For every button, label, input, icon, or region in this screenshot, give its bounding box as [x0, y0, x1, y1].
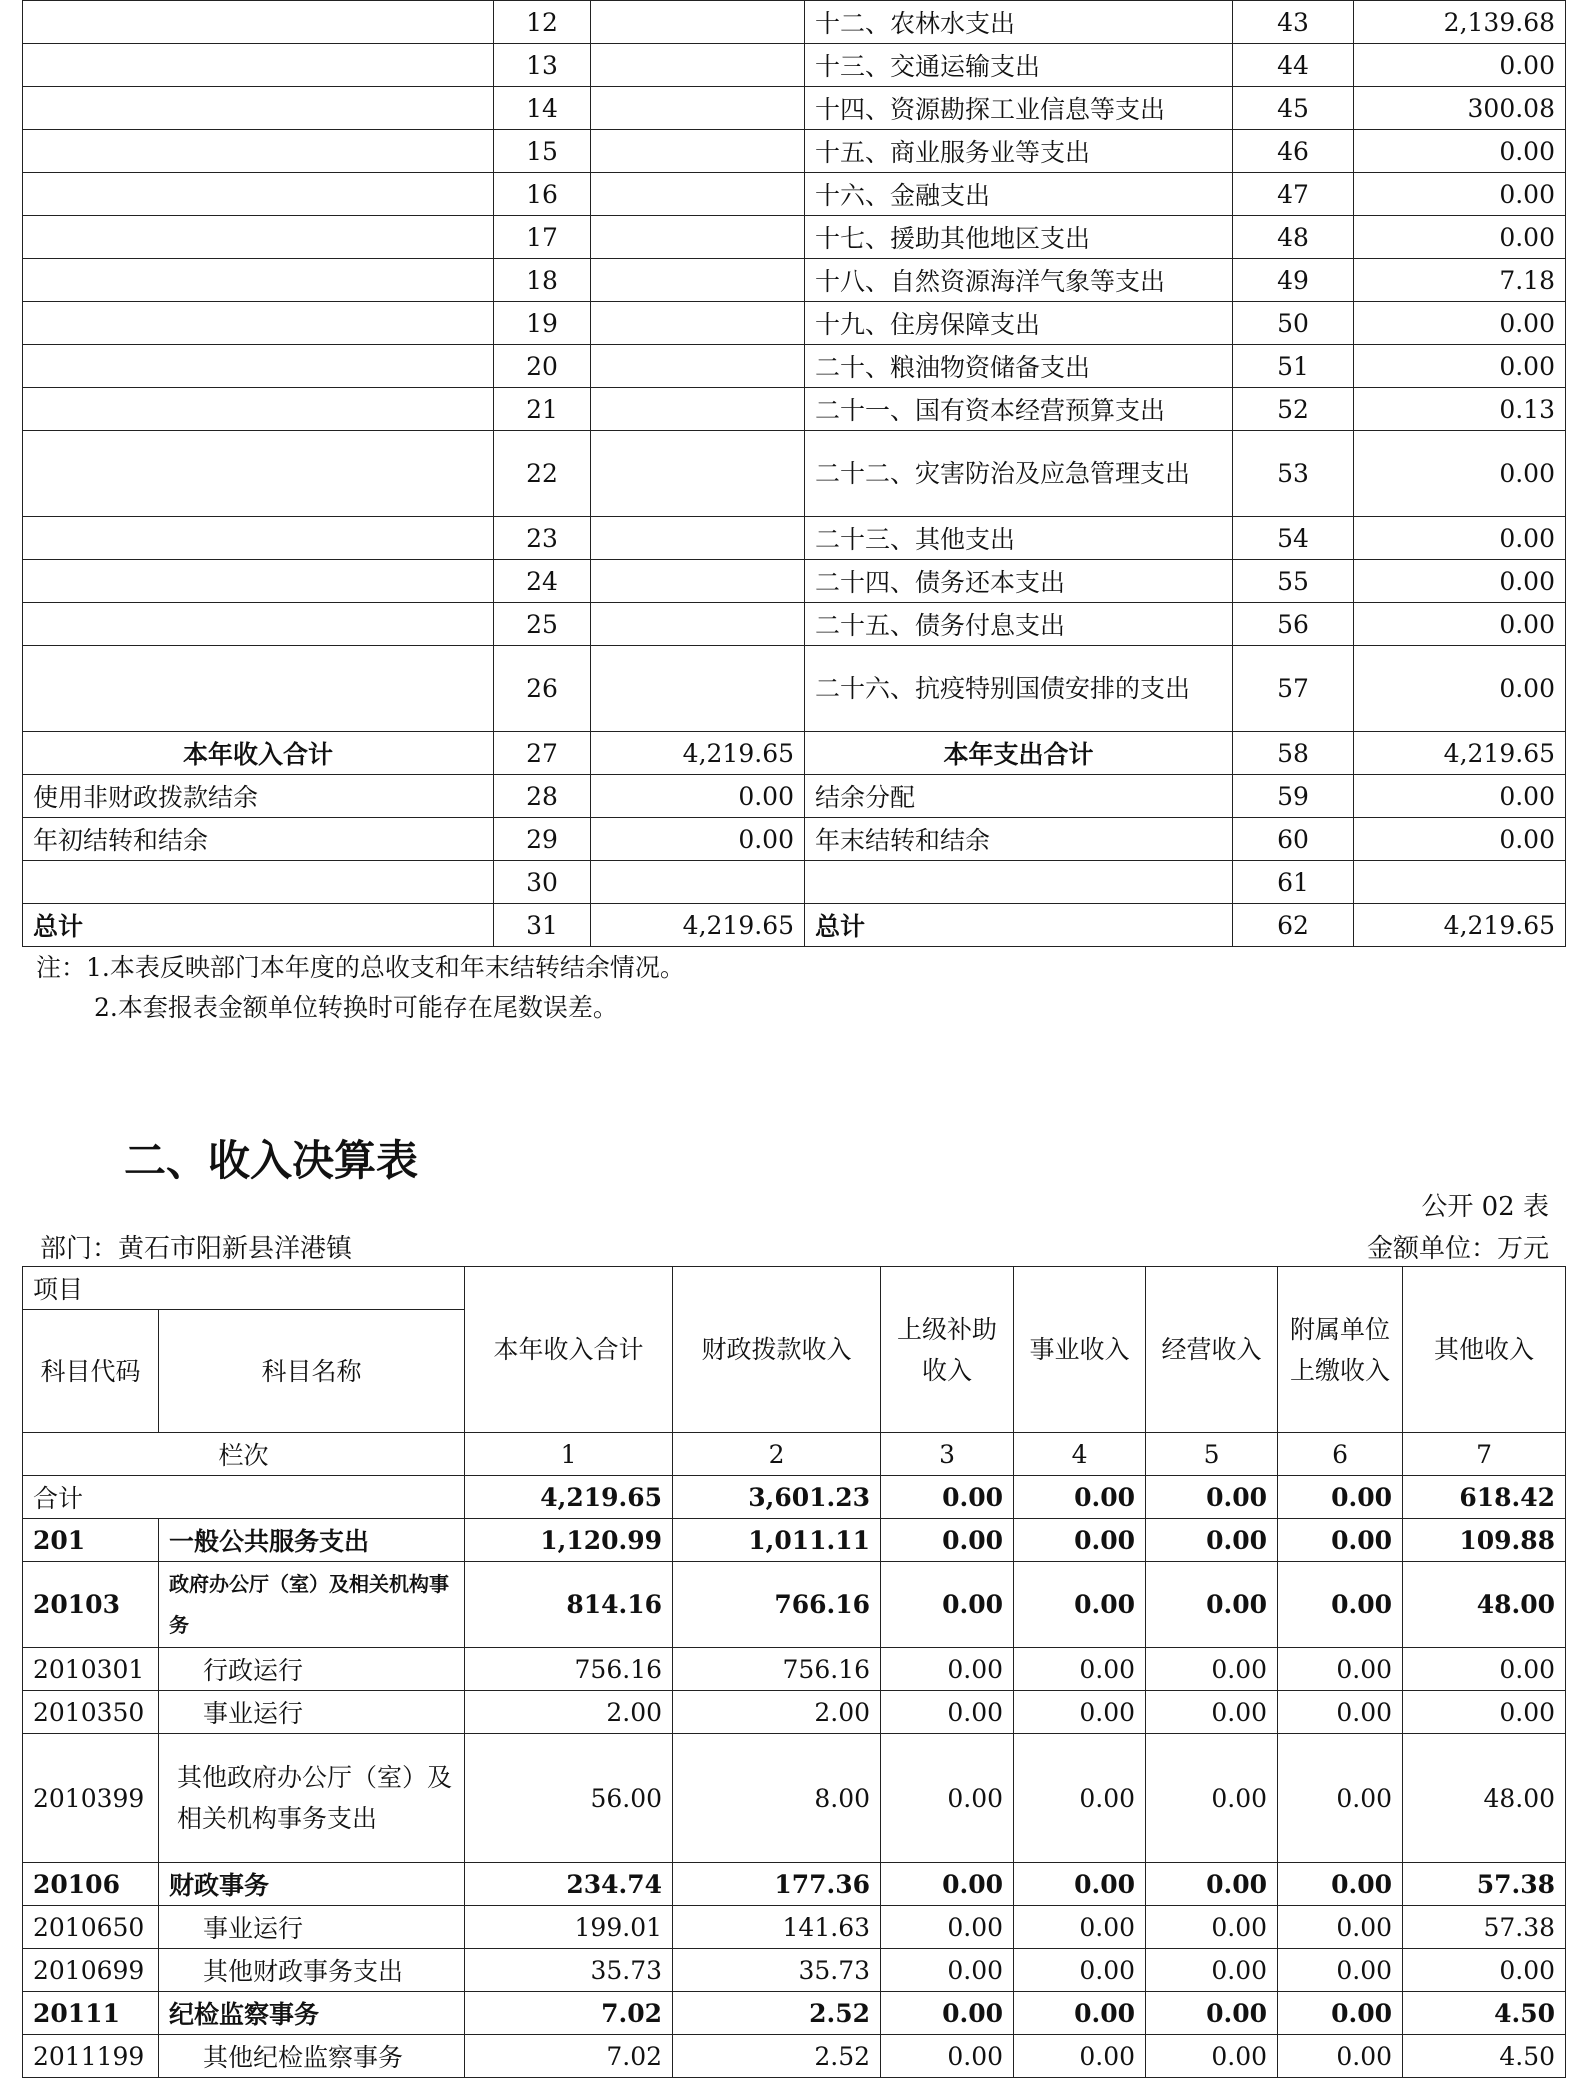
expense-item: 十三、交通运输支出: [805, 44, 1233, 87]
cell-value: 0.00: [1146, 1691, 1278, 1734]
column-number: 47: [1233, 173, 1354, 216]
cell-value: 0.00: [1146, 1906, 1278, 1949]
expense-item: 二十二、灾害防治及应急管理支出: [805, 431, 1233, 517]
cell-value: 756.16: [673, 1648, 881, 1691]
expense-total-amount: 4,219.65: [1354, 732, 1566, 775]
cell-value: 4,219.65: [465, 1476, 673, 1519]
header-operating: 经营收入: [1146, 1267, 1278, 1433]
expense-amount: 0.00: [1354, 818, 1566, 861]
subject-code: 2010650: [23, 1906, 159, 1949]
expense-item: 二十一、国有资本经营预算支出: [805, 388, 1233, 431]
cell-value: 2.52: [673, 1992, 881, 2035]
column-number: 48: [1233, 216, 1354, 259]
column-number: 43: [1233, 1, 1354, 44]
expense-amount: 0.00: [1354, 775, 1566, 818]
expense-item: 二十六、抗疫特别国债安排的支出: [805, 646, 1233, 732]
grand-total-row: [23, 904, 1566, 947]
header-fiscal: 财政拨款收入: [673, 1267, 881, 1433]
header-name: 科目名称: [159, 1310, 465, 1433]
column-number: 46: [1233, 130, 1354, 173]
header-superior: 上级补助收入: [881, 1267, 1014, 1433]
expense-item: 十九、住房保障支出: [805, 302, 1233, 345]
expense-amount: 0.00: [1354, 345, 1566, 388]
cell-value: 0.00: [1014, 1906, 1146, 1949]
income-amount: 0.00: [591, 775, 805, 818]
cell-value: 0.00: [1278, 1519, 1403, 1562]
column-number: 62: [1233, 904, 1354, 947]
expense-item: 十八、自然资源海洋气象等支出: [805, 259, 1233, 302]
expense-item: 二十四、债务还本支出: [805, 560, 1233, 603]
expense-item: 十七、援助其他地区支出: [805, 216, 1233, 259]
table-row: [23, 302, 1566, 345]
cell-value: 177.36: [673, 1863, 881, 1906]
table-row: [23, 1691, 1566, 1734]
column-number: 56: [1233, 603, 1354, 646]
subject-code: 20106: [23, 1863, 159, 1906]
cell-value: 0.00: [1278, 1906, 1403, 1949]
table-row: [23, 1, 1566, 44]
subject-name: 纪检监察事务: [159, 1992, 465, 2035]
cell-value: 0.00: [1278, 1691, 1403, 1734]
expense-amount: 0.00: [1354, 130, 1566, 173]
cell-value: 814.16: [465, 1562, 673, 1648]
cell-value: 0.00: [1278, 1734, 1403, 1863]
table-row: [23, 1648, 1566, 1691]
expense-amount: 0.00: [1354, 560, 1566, 603]
expense-amount: 0.00: [1354, 216, 1566, 259]
cell-value: 0.00: [1278, 1863, 1403, 1906]
total-label: 合计: [23, 1476, 465, 1519]
table-row: [23, 1949, 1566, 1992]
cell-value: 0.00: [1146, 1519, 1278, 1562]
row-number: 27: [494, 732, 591, 775]
table-row: [23, 388, 1566, 431]
table-row: [23, 1906, 1566, 1949]
subject-code: 2010399: [23, 1734, 159, 1863]
expense-amount: 0.00: [1354, 431, 1566, 517]
cell-value: 0.00: [1014, 1992, 1146, 2035]
subject-name: 事业运行: [159, 1906, 465, 1949]
column-label: 栏次: [23, 1433, 465, 1476]
column-number: 44: [1233, 44, 1354, 87]
row-number: 21: [494, 388, 591, 431]
header-total: 本年收入合计: [465, 1267, 673, 1433]
cell-value: 0.00: [1014, 1476, 1146, 1519]
cell-value: 0.00: [1146, 1562, 1278, 1648]
column-number: 53: [1233, 431, 1354, 517]
cell-value: 0.00: [1403, 1648, 1566, 1691]
header-other: 其他收入: [1403, 1267, 1566, 1433]
expense-item: 十五、商业服务业等支出: [805, 130, 1233, 173]
cell-value: 0.00: [1014, 2035, 1146, 2078]
cell-value: 0.00: [1403, 1691, 1566, 1734]
cell-value: 0.00: [1278, 1949, 1403, 1992]
department-label: 部门：黄石市阳新县洋港镇: [40, 1234, 353, 1264]
cell-value: 141.63: [673, 1906, 881, 1949]
row-number: 28: [494, 775, 591, 818]
column-number: 57: [1233, 646, 1354, 732]
cell-value: 48.00: [1403, 1562, 1566, 1648]
income-amount: 0.00: [591, 818, 805, 861]
column-number: 58: [1233, 732, 1354, 775]
row-number: 26: [494, 646, 591, 732]
income-total-amount: 4,219.65: [591, 732, 805, 775]
expense-amount: 7.18: [1354, 259, 1566, 302]
subject-name: 一般公共服务支出: [159, 1519, 465, 1562]
cell-value: 0.00: [1014, 1648, 1146, 1691]
cell-value: 0.00: [881, 2035, 1014, 2078]
expense-amount: 0.00: [1354, 173, 1566, 216]
form-number: 公开 02 表: [1421, 1192, 1549, 1222]
cell-value: 0.00: [1146, 1734, 1278, 1863]
column-number: 6: [1278, 1433, 1403, 1476]
subject-code: 201: [23, 1519, 159, 1562]
subject-code: 20103: [23, 1562, 159, 1648]
income-total-row: [23, 732, 1566, 775]
expense-amount: 0.00: [1354, 517, 1566, 560]
expense-total-label: 本年支出合计: [805, 732, 1233, 775]
cell-value: 4.50: [1403, 1992, 1566, 2035]
cell-value: 35.73: [673, 1949, 881, 1992]
cell-value: 48.00: [1403, 1734, 1566, 1863]
subject-name: 政府办公厅（室）及相关机构事务: [159, 1562, 465, 1648]
column-number: 1: [465, 1433, 673, 1476]
cell-value: 1,120.99: [465, 1519, 673, 1562]
column-number: 59: [1233, 775, 1354, 818]
column-number: 7: [1403, 1433, 1566, 1476]
subject-name: 其他政府办公厅（室）及相关机构事务支出: [159, 1734, 465, 1863]
column-number: 4: [1014, 1433, 1146, 1476]
cell-value: 57.38: [1403, 1906, 1566, 1949]
column-number: 54: [1233, 517, 1354, 560]
cell-value: 0.00: [881, 1519, 1014, 1562]
table-row: [23, 818, 1566, 861]
expense-amount: 0.00: [1354, 302, 1566, 345]
project-header: 项目: [23, 1267, 465, 1310]
cell-value: 0.00: [1146, 1992, 1278, 2035]
subject-code: 2010699: [23, 1949, 159, 1992]
cell-value: 0.00: [1146, 1949, 1278, 1992]
table-row: [23, 775, 1566, 818]
cell-value: 756.16: [465, 1648, 673, 1691]
row-number: 19: [494, 302, 591, 345]
row-number: 25: [494, 603, 591, 646]
column-number: 49: [1233, 259, 1354, 302]
table-row: [23, 1734, 1566, 1863]
subject-name: 其他财政事务支出: [159, 1949, 465, 1992]
cell-value: 0.00: [881, 1476, 1014, 1519]
subject-name: 财政事务: [159, 1863, 465, 1906]
table-row: [23, 216, 1566, 259]
expense-item: 十四、资源勘探工业信息等支出: [805, 87, 1233, 130]
header-business: 事业收入: [1014, 1267, 1146, 1433]
cell-value: 0.00: [1014, 1949, 1146, 1992]
row-number: 20: [494, 345, 591, 388]
cell-value: 109.88: [1403, 1519, 1566, 1562]
header-affiliated: 附属单位上缴收入: [1278, 1267, 1403, 1433]
column-number: 52: [1233, 388, 1354, 431]
row-number: 29: [494, 818, 591, 861]
cell-value: 0.00: [1014, 1519, 1146, 1562]
column-number: 45: [1233, 87, 1354, 130]
row-number: 23: [494, 517, 591, 560]
row-number: 18: [494, 259, 591, 302]
expense-item: 十二、农林水支出: [805, 1, 1233, 44]
cell-value: 0.00: [1278, 1562, 1403, 1648]
row-number: 16: [494, 173, 591, 216]
column-number: 3: [881, 1433, 1014, 1476]
cell-value: 7.02: [465, 2035, 673, 2078]
cell-value: 0.00: [1278, 2035, 1403, 2078]
cell-value: 0.00: [881, 1863, 1014, 1906]
table-row: [23, 87, 1566, 130]
income-item: 年初结转和结余: [23, 818, 494, 861]
cell-value: 0.00: [881, 1949, 1014, 1992]
cell-value: 0.00: [1146, 1648, 1278, 1691]
cell-value: 2.00: [673, 1691, 881, 1734]
table-row: [23, 431, 1566, 517]
cell-value: 0.00: [881, 1906, 1014, 1949]
income-statement-table: [22, 1266, 1566, 2078]
column-number: 5: [1146, 1433, 1278, 1476]
grand-total-exp-label: 总计: [805, 904, 1233, 947]
column-number: 55: [1233, 560, 1354, 603]
column-number-row: [23, 1433, 1566, 1476]
cell-value: 0.00: [1146, 1863, 1278, 1906]
income-item: 使用非财政拨款结余: [23, 775, 494, 818]
summary-table-body: [23, 1, 1566, 947]
cell-value: 35.73: [465, 1949, 673, 1992]
cell-value: 766.16: [673, 1562, 881, 1648]
cell-value: 199.01: [465, 1906, 673, 1949]
table-row: [23, 603, 1566, 646]
grand-total-label: 总计: [23, 904, 494, 947]
cell-value: 0.00: [881, 1648, 1014, 1691]
table-row: [23, 646, 1566, 732]
cell-value: 0.00: [1278, 1992, 1403, 2035]
table-row: [23, 1863, 1566, 1906]
cell-value: 0.00: [881, 1562, 1014, 1648]
column-number: 50: [1233, 302, 1354, 345]
expense-amount: 0.00: [1354, 646, 1566, 732]
cell-value: 0.00: [1014, 1863, 1146, 1906]
table-row: [23, 1562, 1566, 1648]
subject-name: 事业运行: [159, 1691, 465, 1734]
subject-code: 2011199: [23, 2035, 159, 2078]
cell-value: 618.42: [1403, 1476, 1566, 1519]
cell-value: 234.74: [465, 1863, 673, 1906]
subject-code: 20111: [23, 1992, 159, 2035]
table-row: [23, 2035, 1566, 2078]
column-number: 2: [673, 1433, 881, 1476]
table-row: [23, 1519, 1566, 1562]
row-number: 13: [494, 44, 591, 87]
cell-value: 0.00: [1278, 1648, 1403, 1691]
table-row: [23, 517, 1566, 560]
expense-item: 结余分配: [805, 775, 1233, 818]
row-number: 17: [494, 216, 591, 259]
table-row: [23, 1992, 1566, 2035]
table-row: [23, 560, 1566, 603]
expense-amount: 0.00: [1354, 44, 1566, 87]
cell-value: 8.00: [673, 1734, 881, 1863]
row-number: 24: [494, 560, 591, 603]
cell-value: 0.00: [1403, 1949, 1566, 1992]
expense-item: 二十三、其他支出: [805, 517, 1233, 560]
cell-value: 0.00: [881, 1691, 1014, 1734]
row-number: 15: [494, 130, 591, 173]
table-row: [23, 130, 1566, 173]
row-number: 12: [494, 1, 591, 44]
column-number: 51: [1233, 345, 1354, 388]
grand-total-income: 4,219.65: [591, 904, 805, 947]
expense-item: 二十、粮油物资储备支出: [805, 345, 1233, 388]
expense-amount: 0.00: [1354, 603, 1566, 646]
cell-value: 2.52: [673, 2035, 881, 2078]
cell-value: 3,601.23: [673, 1476, 881, 1519]
section-title: 二、收入决算表: [124, 1136, 419, 1185]
cell-value: 0.00: [1014, 1691, 1146, 1734]
subject-code: 2010350: [23, 1691, 159, 1734]
cell-value: 0.00: [881, 1734, 1014, 1863]
note-line-1: 注：1.本表反映部门本年度的总收支和年末结转结余情况。: [36, 953, 685, 982]
cell-value: 1,011.11: [673, 1519, 881, 1562]
header-row-1: [23, 1267, 1566, 1310]
cell-value: 0.00: [1146, 1476, 1278, 1519]
table-row: [23, 345, 1566, 388]
expense-item: 二十五、债务付息支出: [805, 603, 1233, 646]
grand-total-expense: 4,219.65: [1354, 904, 1566, 947]
expense-item: 年末结转和结余: [805, 818, 1233, 861]
note-line-2: 2.本套报表金额单位转换时可能存在尾数误差。: [94, 993, 618, 1022]
cell-value: 2.00: [465, 1691, 673, 1734]
cell-value: 0.00: [881, 1992, 1014, 2035]
subject-name: 行政运行: [159, 1648, 465, 1691]
header-code: 科目代码: [23, 1310, 159, 1433]
cell-value: 4.50: [1403, 2035, 1566, 2078]
expense-amount: 300.08: [1354, 87, 1566, 130]
subject-name: 其他纪检监察事务: [159, 2035, 465, 2078]
cell-value: 57.38: [1403, 1863, 1566, 1906]
cell-value: 0.00: [1278, 1476, 1403, 1519]
row-number: 22: [494, 431, 591, 517]
income-expense-summary-table: [22, 0, 1566, 947]
amount-unit-label: 金额单位：万元: [1366, 1234, 1549, 1264]
subject-code: 2010301: [23, 1648, 159, 1691]
expense-amount: 0.13: [1354, 388, 1566, 431]
income-total-label: 本年收入合计: [23, 732, 494, 775]
table-row: [23, 44, 1566, 87]
table-row: [23, 259, 1566, 302]
expense-item: 十六、金融支出: [805, 173, 1233, 216]
expense-amount: 2,139.68: [1354, 1, 1566, 44]
table-row: [23, 173, 1566, 216]
column-number: 60: [1233, 818, 1354, 861]
cell-value: 0.00: [1014, 1734, 1146, 1863]
cell-value: 0.00: [1014, 1562, 1146, 1648]
column-number: 61: [1233, 861, 1354, 904]
cell-value: 7.02: [465, 1992, 673, 2035]
table-row: [23, 861, 1566, 904]
cell-value: 56.00: [465, 1734, 673, 1863]
cell-value: 0.00: [1146, 2035, 1278, 2078]
row-number: 14: [494, 87, 591, 130]
total-row: [23, 1476, 1566, 1519]
row-number: 30: [494, 861, 591, 904]
row-number: 31: [494, 904, 591, 947]
